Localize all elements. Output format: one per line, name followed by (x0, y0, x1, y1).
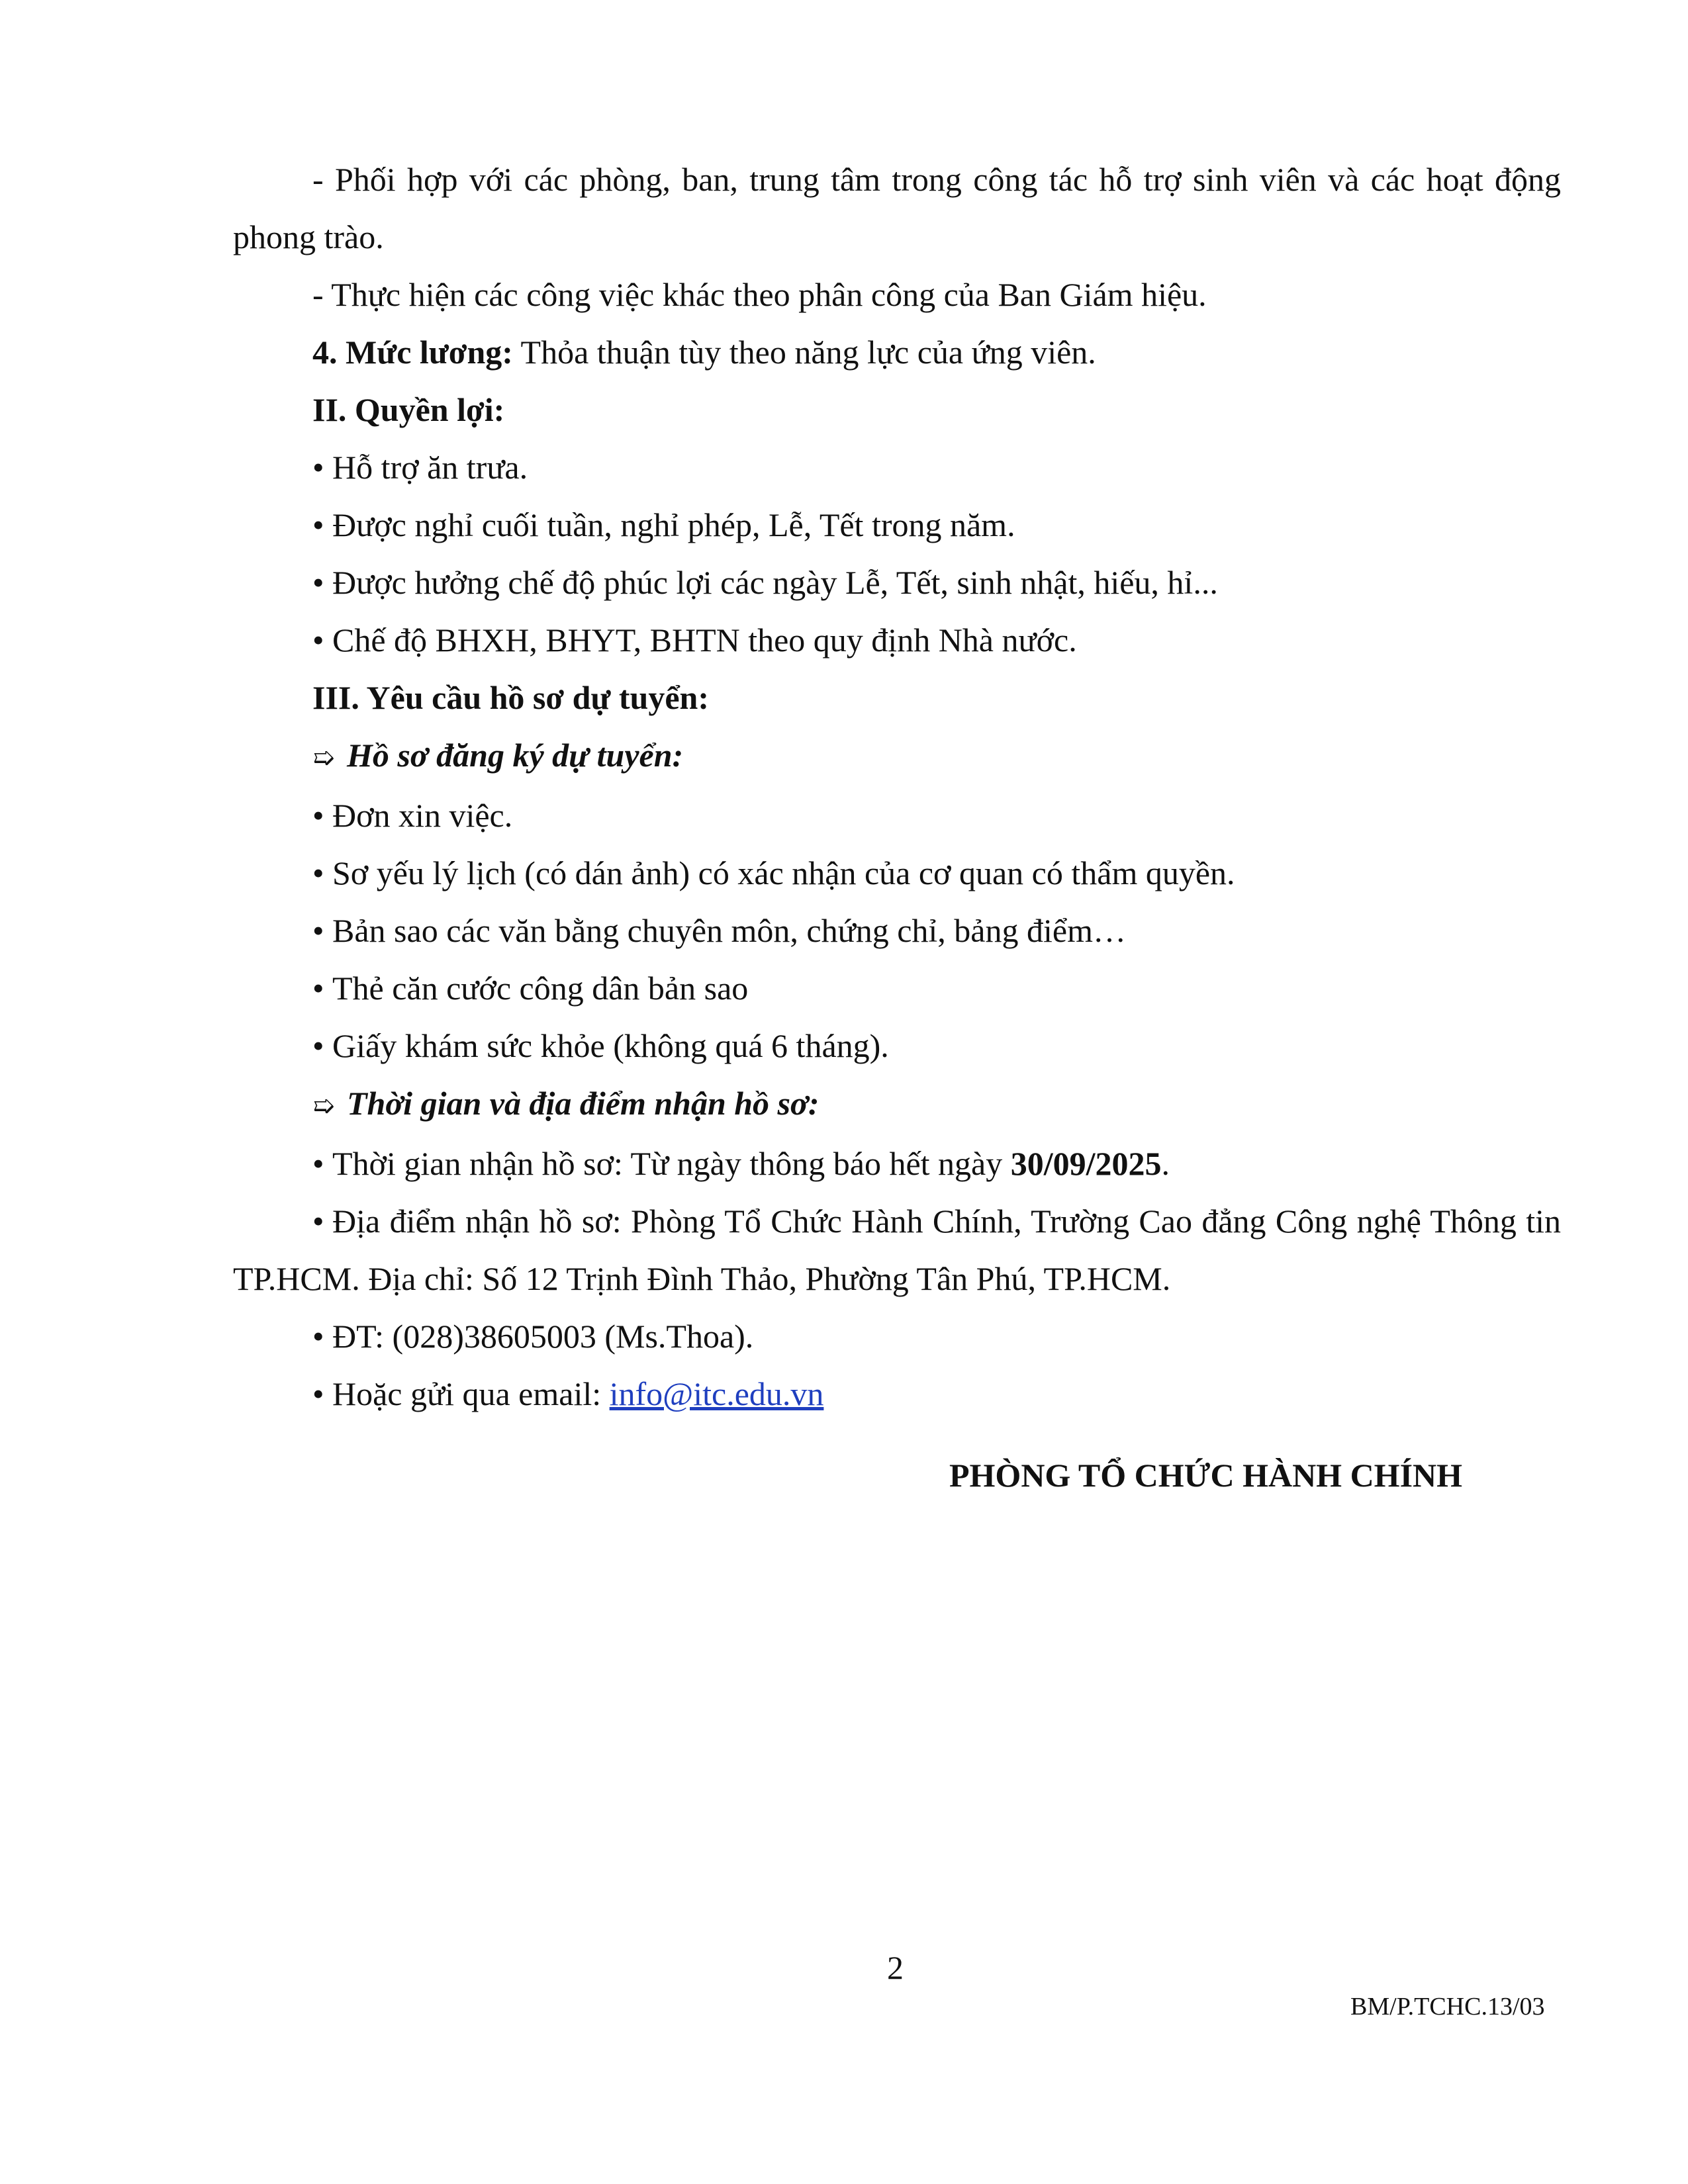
document-item: • Giấy khám sức khỏe (không quá 6 tháng). (233, 1017, 1561, 1075)
requirements-heading: III. Yêu cầu hồ sơ dự tuyển: (312, 679, 709, 716)
bullet-icon: • (312, 449, 324, 486)
document-item: • Thẻ căn cước công dân bản sao (233, 960, 1561, 1017)
email-item: • Hoặc gửi qua email: info@itc.edu.vn (233, 1365, 1561, 1423)
bullet-icon: • (312, 1203, 324, 1240)
documents-subheading: ➯ Hồ sơ đăng ký dự tuyển: (233, 727, 1561, 787)
document-item: • Bản sao các văn bằng chuyên môn, chứng chỉ, bảng điểm… (233, 902, 1561, 960)
bullet-icon: • (312, 1318, 324, 1355)
bullet-icon: • (312, 506, 324, 543)
bullet-icon: • (312, 1145, 324, 1182)
benefit-item: • Chế độ BHXH, BHYT, BHTN theo quy định Nhà nước. (233, 612, 1561, 669)
bullet-icon: • (312, 912, 324, 949)
duty-other-tasks: - Thực hiện các công việc khác theo phân công của Ban Giám hiệu. (312, 276, 1207, 313)
form-code: BM/P.TCHC.13/03 (1350, 1993, 1545, 2021)
salary-line (233, 324, 1561, 381)
submission-subheading: ➯ Thời gian và địa điểm nhận hồ sơ: (233, 1075, 1561, 1135)
bullet-icon: • (312, 970, 324, 1007)
deadline-date: 30/09/2025 (1010, 1145, 1162, 1182)
page-number: 2 (887, 1949, 904, 1986)
bullet-icon: • (312, 564, 324, 601)
bullet-icon: • (312, 621, 324, 659)
benefit-item: • Được hưởng chế độ phúc lợi các ngày Lễ, Tết, sinh nhật, hiếu, hỉ... (233, 554, 1561, 612)
salary-label: 4. Mức lương: (312, 334, 513, 371)
location-item: • Địa điểm nhận hồ sơ: Phòng Tổ Chức Hành Chính, Trường Cao đẳng Công nghệ Thông tin TP.HCM. Địa chỉ: Số 12 Trịnh Đình Thảo, Phường Tân Phú, TP.HCM. (233, 1193, 1561, 1308)
bullet-icon: • (312, 1375, 324, 1412)
email-link[interactable]: info@itc.edu.vn (609, 1375, 824, 1412)
deadline-item: • Thời gian nhận hồ sơ: Từ ngày thông báo hết ngày 30/09/2025. (233, 1135, 1561, 1193)
arrow-icon: ➯ (312, 1091, 335, 1121)
document-item: • Sơ yếu lý lịch (có dán ảnh) có xác nhận của cơ quan có thẩm quyền. (233, 844, 1561, 902)
document-item: • Đơn xin việc. (233, 787, 1561, 844)
arrow-icon: ➯ (312, 743, 335, 773)
benefit-item: • Được nghỉ cuối tuần, nghỉ phép, Lễ, Tết trong năm. (233, 496, 1561, 554)
benefit-item: • Hỗ trợ ăn trưa. (233, 439, 1561, 496)
salary-text: Thỏa thuận tùy theo năng lực của ứng viên. (512, 334, 1096, 371)
bullet-icon: • (312, 797, 324, 834)
document-body (233, 151, 1561, 1423)
benefits-heading: II. Quyền lợi: (312, 391, 505, 428)
bullet-icon: • (312, 854, 324, 891)
bullet-icon: • (312, 1027, 324, 1064)
signature-department: PHÒNG TỔ CHỨC HÀNH CHÍNH (949, 1457, 1463, 1494)
duty-coordinate: - Phối hợp với các phòng, ban, trung tâm trong công tác hỗ trợ sinh viên và các hoạt động phong trào. (233, 161, 1561, 255)
phone-item: • ĐT: (028)38605003 (Ms.Thoa). (233, 1308, 1561, 1365)
